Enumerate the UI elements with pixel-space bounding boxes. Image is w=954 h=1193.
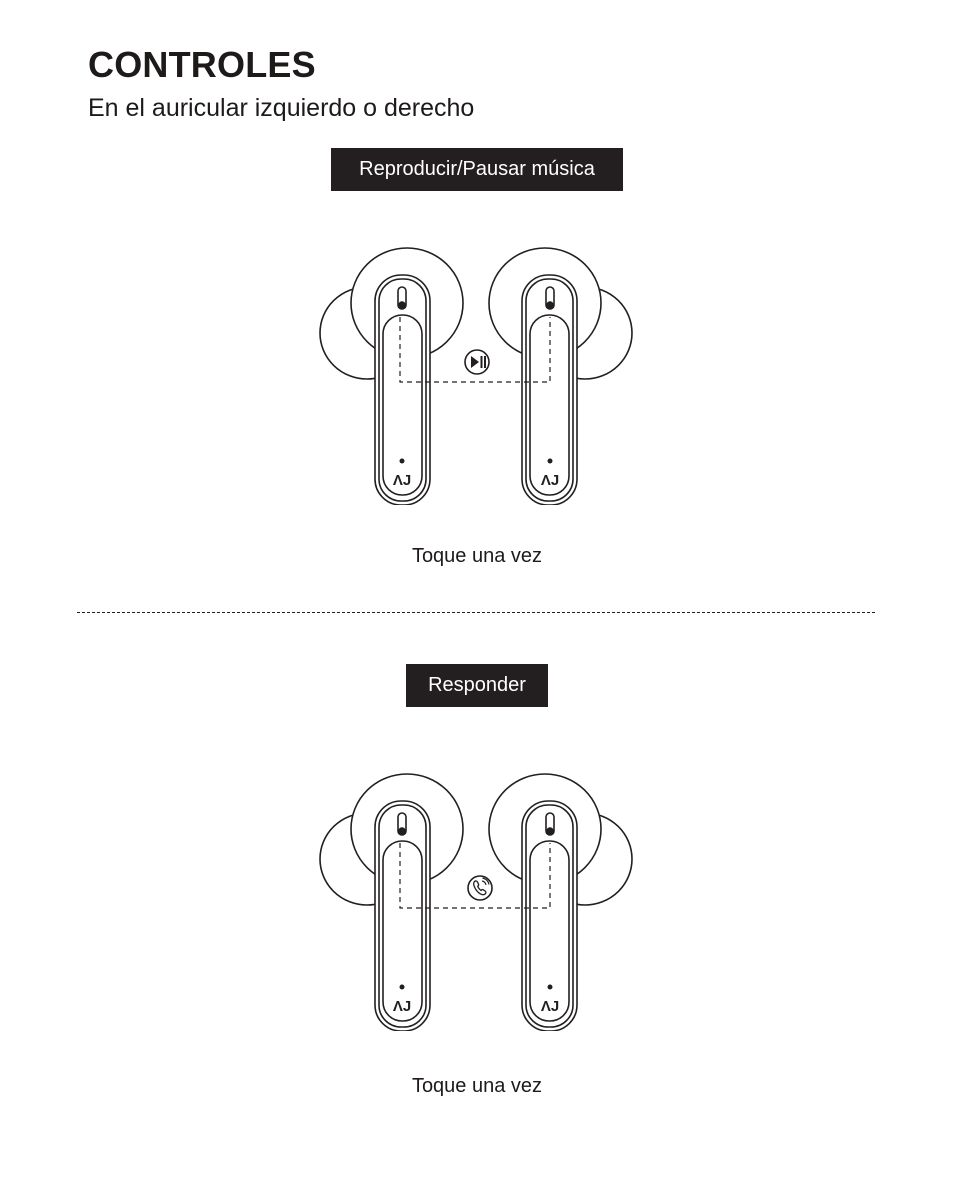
right-earbud: [489, 774, 632, 1031]
play-pause-icon: [465, 350, 489, 374]
svg-text:ΛJ: ΛJ: [540, 472, 560, 489]
answer-label: Responder: [406, 664, 548, 707]
answer-caption: Toque una vez: [411, 1075, 543, 1097]
earbuds-illustration-play-pause: [317, 245, 635, 505]
svg-text:ΛJ: ΛJ: [392, 998, 412, 1015]
play-pause-label: Reproducir/Pausar música: [331, 148, 623, 191]
page-subtitle: En el auricular izquierdo o derecho: [88, 94, 475, 122]
page-title: CONTROLES: [88, 44, 316, 85]
play-pause-caption: Toque una vez: [411, 545, 543, 567]
right-earbud: [489, 248, 632, 505]
svg-text:ΛJ: ΛJ: [392, 472, 412, 489]
left-earbud: [320, 248, 463, 505]
phone-answer-icon: [468, 876, 492, 900]
earbuds-illustration-answer: [317, 771, 635, 1031]
left-earbud: [320, 774, 463, 1031]
section-divider: [77, 612, 875, 613]
svg-text:ΛJ: ΛJ: [540, 998, 560, 1015]
